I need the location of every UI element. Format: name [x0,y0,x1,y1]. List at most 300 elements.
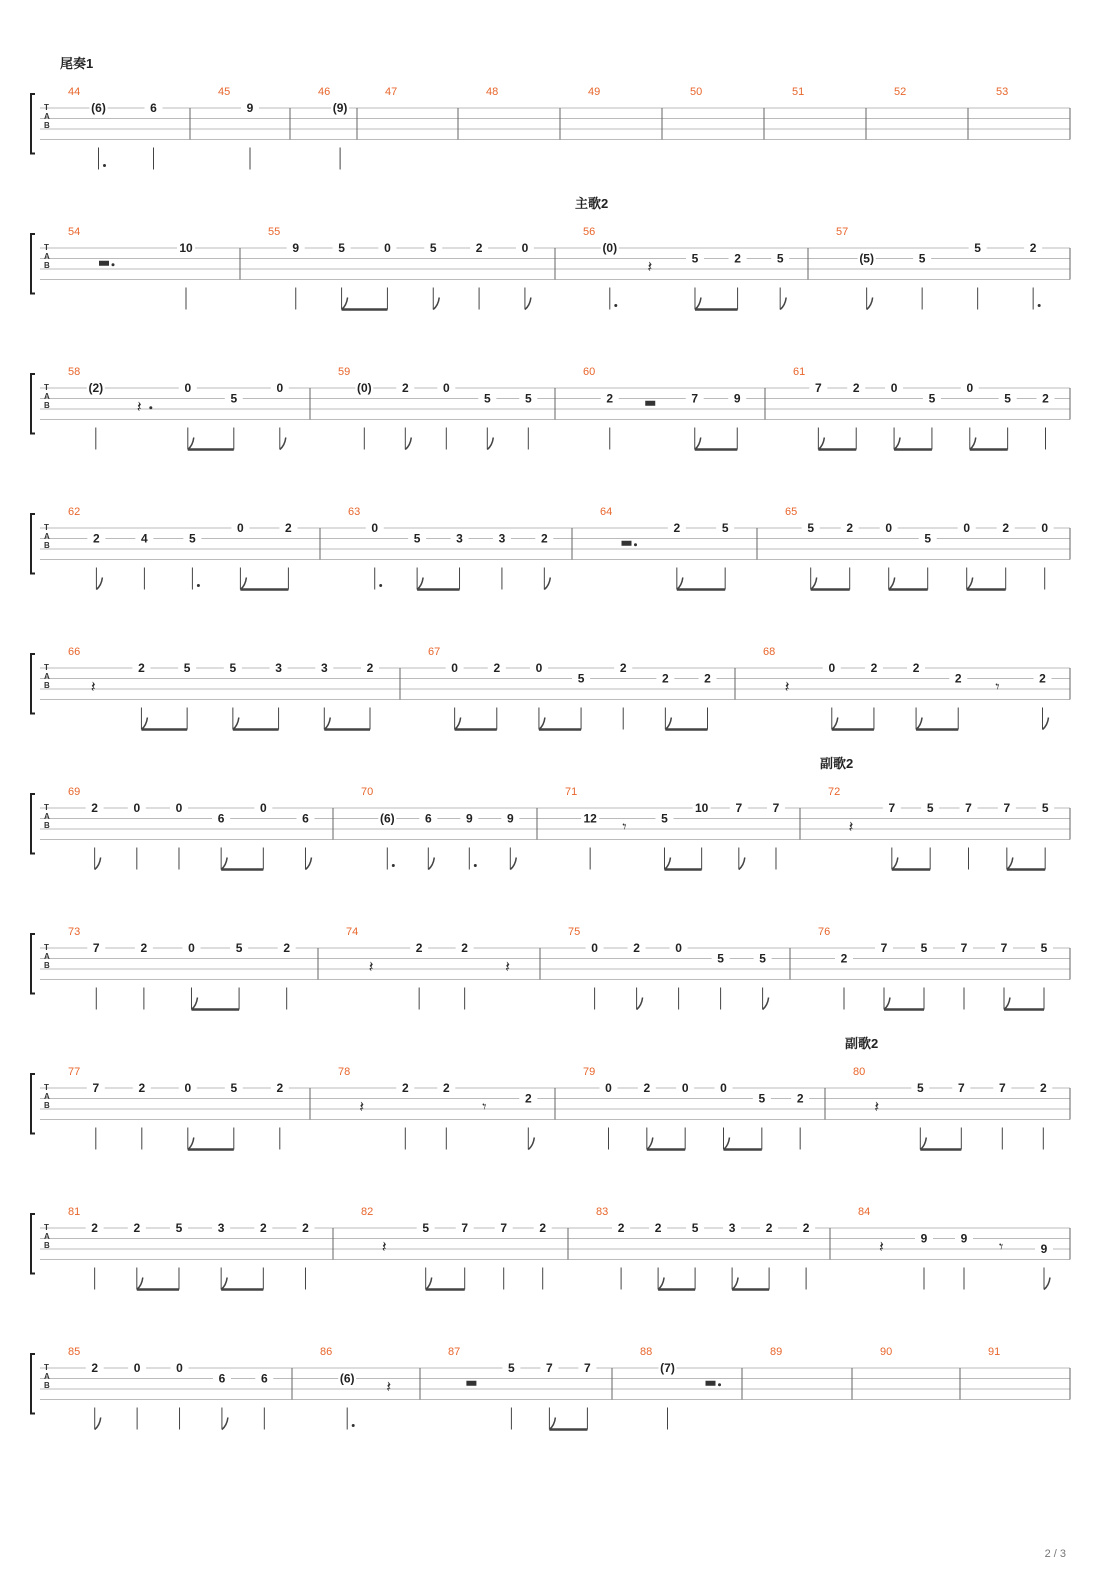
eighth-flag [539,718,545,730]
measure-number: 66 [68,646,81,658]
fret-number: 6 [218,1371,226,1386]
eighth-flag [1004,998,1010,1010]
fret-number: 6 [424,811,432,826]
fret-number: 9 [733,391,741,406]
fret-number: 2 [673,521,681,535]
tab-clef-letter: A [44,1232,50,1241]
fret-number: 2 [140,941,148,955]
fret-number: 7 [92,941,100,955]
fret-number: 5 [928,391,936,406]
fret-number: 0 [188,941,195,955]
fret-number: 7 [965,801,972,815]
system-bracket [31,934,35,994]
dot [718,1383,721,1386]
fret-number: 2 [1039,1081,1047,1095]
tab-clef-letter: A [44,1092,50,1101]
eighth-flag [664,858,670,870]
quarter-rest: 𝄽 [359,1098,365,1116]
fret-number: 6 [150,101,157,115]
eighth-flag [525,298,531,310]
fret-number: 5 [429,241,437,255]
fret-number: 2 [1002,521,1010,535]
tab-clef-letter: B [44,1101,50,1110]
fret-number: 12 [583,811,597,826]
fret-number: 9 [292,241,300,255]
fret-number: 5 [577,671,585,686]
fret-number: 2 [796,1091,804,1106]
eighth-flag [884,998,890,1010]
eighth-rest: 𝄾 [995,678,1000,696]
measure-number: 76 [818,926,831,938]
tab-clef-letter: A [44,112,50,121]
rest-half [645,401,655,406]
system-bracket [31,1354,35,1414]
fret-number: 0 [133,801,141,815]
fret-number: 5 [691,1221,699,1235]
tab-clef-letter: A [44,812,50,821]
fret-number: 2 [643,1081,651,1095]
fret-number: 2 [91,801,98,815]
fret-number: 9 [920,1231,928,1246]
fret-number: 9 [246,101,254,115]
fret-number: 2 [540,531,548,546]
eighth-flag [544,578,550,590]
fret-number: 2 [619,661,627,675]
fret-number: 2 [93,531,100,546]
fret-number: 0 [828,661,836,675]
eighth-flag [191,998,197,1010]
eighth-flag [818,438,824,450]
eighth-flag [137,1278,143,1290]
fret-number: 2 [954,671,962,686]
tab-clef-letter: B [44,401,50,410]
fret-number: 2 [138,1081,146,1095]
measure-number: 80 [853,1066,866,1078]
fret-number: (6) [91,101,106,115]
eighth-flag [894,438,900,450]
system-bracket [31,234,35,294]
fret-number: 0 [890,381,898,395]
eighth-flag [233,718,239,730]
fret-number: 5 [230,1081,238,1095]
fret-number: 7 [584,1361,591,1375]
fret-number: 5 [508,1361,515,1375]
measure-number: 86 [320,1346,333,1358]
eighth-flag [677,578,683,590]
eighth-flag [724,1138,730,1150]
measure-number: 60 [583,366,596,378]
dot [614,304,617,307]
fret-number: 5 [524,391,532,406]
fret-number: 0 [442,381,450,395]
fret-number: (0) [356,381,372,395]
fret-number: 5 [974,241,981,255]
eighth-flag [732,1278,738,1290]
fret-number: 2 [259,1221,267,1235]
fret-number: 2 [401,1081,409,1095]
measure-number: 71 [565,786,578,798]
tab-clef-letter: T [44,383,49,392]
tab-clef-letter: A [44,392,50,401]
fret-number: 9 [960,1231,968,1246]
eighth-flag [967,578,973,590]
fret-number: 0 [184,381,192,395]
dot [149,406,152,409]
fret-number: 3 [217,1221,225,1235]
fret-number: 0 [176,1361,183,1375]
fret-number: 0 [535,661,543,675]
measure-number: 62 [68,506,81,518]
fret-number: 0 [1041,521,1049,535]
fret-number: 2 [704,671,711,686]
fret-number: 7 [888,801,896,815]
fret-number: 5 [918,251,926,266]
quarter-rest: 𝄽 [368,958,374,976]
fret-number: 0 [133,1361,141,1375]
fret-number: 0 [276,381,284,395]
fret-number: 2 [276,1081,284,1095]
fret-number: 2 [442,1081,450,1095]
fret-number: 5 [338,241,345,255]
dot [474,864,477,867]
eighth-flag [240,578,246,590]
measure-number: 90 [880,1346,893,1358]
fret-number: 7 [1000,941,1008,955]
tab-clef-letter: T [44,1363,49,1372]
fret-number: 2 [654,1221,662,1235]
fret-number: 5 [717,951,724,966]
eighth-flag [1007,858,1013,870]
quarter-rest: 𝄽 [874,1098,880,1116]
fret-number: 0 [184,1081,192,1095]
eighth-flag [455,718,461,730]
fret-number: 2 [475,241,483,255]
dot [1038,304,1041,307]
section-label: 副歌2 [820,756,854,771]
system-bracket [31,794,35,854]
fret-number: 3 [275,661,282,675]
eighth-flag [889,578,895,590]
fret-number: (0) [602,241,618,255]
fret-number: 2 [846,521,854,535]
fret-number: 5 [483,391,491,406]
rest-half [99,261,109,266]
fret-number: 2 [415,941,423,955]
fret-number: 5 [758,1091,766,1106]
fret-number: (5) [859,251,874,266]
fret-number: 5 [661,811,668,826]
fret-number: 5 [235,941,243,955]
fret-number: 5 [924,531,932,546]
measure-number: 77 [68,1066,81,1078]
fret-number: 5 [413,531,421,546]
eighth-flag [832,718,838,730]
measure-number: 68 [763,646,776,658]
fret-number: 5 [230,391,238,406]
fret-number: 2 [302,1221,309,1235]
tab-clef-letter: A [44,252,50,261]
eighth-flag [637,998,643,1010]
fret-number: 0 [237,521,244,535]
eighth-flag [141,718,147,730]
fret-number: 5 [926,801,934,815]
fret-number: 2 [539,1221,547,1235]
measure-number: 87 [448,1346,461,1358]
measure-number: 54 [68,226,81,238]
eighth-flag [647,1138,653,1150]
fret-number: 5 [916,1081,924,1095]
fret-number: 2 [138,661,145,675]
fret-number: 2 [734,251,741,266]
eighth-flag [867,298,873,310]
fret-number: 5 [1041,801,1049,815]
fret-number: 3 [456,531,463,546]
measure-number: 52 [894,86,907,98]
system-bracket [31,1074,35,1134]
fret-number: 2 [1039,671,1046,686]
eighth-flag [763,998,769,1010]
measure-number: 47 [385,86,398,98]
eighth-flag [549,1418,555,1430]
eighth-flag [528,1138,534,1150]
measure-number: 82 [361,1206,374,1218]
eighth-flag [96,578,102,590]
fret-number: 5 [1040,941,1048,955]
fret-number: 0 [384,241,391,255]
measure-number: 59 [338,366,351,378]
fret-number: 0 [675,941,682,955]
measure-number: 64 [600,506,613,518]
fret-number: 2 [870,661,878,675]
tab-clef-letter: B [44,1241,50,1250]
fret-number: 10 [179,241,193,255]
dot [112,263,115,266]
quarter-rest: 𝄽 [386,1378,392,1396]
measure-number: 53 [996,86,1009,98]
fret-number: 3 [728,1221,736,1235]
eighth-flag [417,578,423,590]
fret-number: 7 [772,801,780,815]
fret-number: 2 [606,391,614,406]
measure-number: 55 [268,226,281,238]
eighth-flag [221,1278,227,1290]
fret-number: 5 [920,941,928,955]
eighth-flag [970,438,976,450]
fret-number: 0 [371,521,379,535]
eighth-flag [665,718,671,730]
eighth-flag [780,298,786,310]
section-label: 尾奏1 [60,56,94,71]
tab-clef-letter: T [44,243,49,252]
fret-number: 5 [175,1221,183,1235]
rest-half [466,1381,476,1386]
quarter-rest: 𝄽 [381,1238,387,1256]
measure-number: 83 [596,1206,609,1218]
measure-number: 81 [68,1206,81,1218]
fret-number: 0 [175,801,183,815]
eighth-flag [920,1138,926,1150]
dot [634,543,637,546]
eighth-flag [305,858,311,870]
measure-number: 88 [640,1346,653,1358]
measure-number: 75 [568,926,581,938]
tab-clef-letter: B [44,261,50,270]
tab-clef-letter: A [44,1372,50,1381]
quarter-rest: 𝄽 [848,818,854,836]
measure-number: 45 [218,86,231,98]
fret-number: 2 [802,1221,810,1235]
measure-number: 46 [318,86,331,98]
eighth-flag [1043,718,1049,730]
fret-number: 0 [591,941,598,955]
rest-half [622,541,632,546]
measure-number: 73 [68,926,81,938]
fret-number: 2 [1029,241,1037,255]
eighth-flag [188,1138,194,1150]
eighth-flag [695,298,701,310]
fret-number: 0 [966,381,974,395]
fret-number: 2 [133,1221,141,1235]
measure-number: 56 [583,226,596,238]
fret-number: 2 [366,661,374,675]
fret-number: 5 [422,1221,430,1235]
quarter-rest: 𝄽 [647,258,653,276]
tab-clef-letter: A [44,672,50,681]
tab-clef-letter: T [44,1083,49,1092]
measure-number: 72 [828,786,841,798]
section-label: 主歌2 [575,196,609,211]
tab-clef-letter: B [44,121,50,130]
tab-clef-letter: B [44,541,50,550]
measure-number: 79 [583,1066,596,1078]
eighth-flag [695,438,701,450]
fret-number: 7 [815,381,822,395]
fret-number: 7 [735,801,743,815]
fret-number: 7 [998,1081,1006,1095]
fret-number: 6 [217,811,225,826]
fret-number: 7 [461,1221,469,1235]
fret-number: 7 [691,391,699,406]
eighth-flag [433,298,439,310]
fret-number: 6 [302,811,309,826]
fret-number: 5 [807,521,815,535]
eighth-flag [1044,1278,1050,1290]
measure-number: 70 [361,786,374,798]
measure-number: 69 [68,786,81,798]
fret-number: 5 [189,531,196,546]
fret-number: 7 [500,1221,508,1235]
fret-number: 0 [885,521,893,535]
measure-number: 89 [770,1346,783,1358]
rest-half [706,1381,716,1386]
eighth-flag [405,438,411,450]
dot [352,1424,355,1427]
tab-clef-letter: T [44,523,49,532]
measure-number: 61 [793,366,806,378]
fret-number: 2 [765,1221,773,1235]
tab-clef-letter: T [44,663,49,672]
eighth-flag [916,718,922,730]
fret-number: 2 [662,671,669,686]
fret-number: 0 [259,801,267,815]
eighth-flag [658,1278,664,1290]
eighth-flag [510,858,516,870]
fret-number: (9) [332,101,348,115]
system-bracket [31,654,35,714]
fret-number: 2 [283,941,291,955]
fret-number: (7) [660,1361,675,1375]
tab-clef-letter: B [44,821,50,830]
fret-number: 0 [521,241,529,255]
fret-number: 0 [451,661,458,675]
fret-number: 0 [963,521,971,535]
fret-number: 2 [1042,391,1049,406]
dot [392,864,395,867]
fret-number: 4 [141,531,148,546]
fret-number: 9 [506,811,514,826]
fret-number: 2 [461,941,468,955]
quarter-rest: 𝄽 [505,958,511,976]
measure-number: 57 [836,226,849,238]
fret-number: 6 [260,1371,268,1386]
eighth-flag [222,1418,228,1430]
fret-number: 2 [285,521,292,535]
tab-clef-letter: B [44,1381,50,1390]
eighth-rest: 𝄾 [999,1238,1004,1256]
measure-number: 65 [785,506,798,518]
fret-number: 3 [498,531,506,546]
fret-number: 2 [617,1221,625,1235]
eighth-flag [426,1278,432,1290]
eighth-flag [95,858,101,870]
measure-number: 44 [68,86,81,98]
system-bracket [31,514,35,574]
system-bracket [31,94,35,154]
measure-number: 74 [346,926,359,938]
eighth-flag [280,438,286,450]
section-label: 副歌2 [845,1036,879,1051]
eighth-flag [342,298,348,310]
fret-number: 5 [776,251,784,266]
fret-number: 2 [524,1091,532,1106]
system-bracket [31,1214,35,1274]
page-number: 2 / 3 [1044,1548,1066,1560]
fret-number: 0 [720,1081,727,1095]
fret-number: 2 [91,1221,98,1235]
measure-number: 58 [68,366,81,378]
eighth-flag [95,1418,101,1430]
fret-number: 5 [759,951,766,966]
measure-number: 91 [988,1346,1001,1358]
measure-number: 63 [348,506,361,518]
measure-number: 84 [858,1206,871,1218]
dot [197,584,200,587]
fret-number: 0 [681,1081,689,1095]
measure-number: 78 [338,1066,351,1078]
tab-clef-letter: T [44,943,49,952]
fret-number: 7 [1003,801,1011,815]
eighth-flag [428,858,434,870]
fret-number: 9 [465,811,473,826]
tab-clef-letter: T [44,1223,49,1232]
measure-number: 50 [690,86,703,98]
fret-number: 0 [605,1081,612,1095]
measure-number: 85 [68,1346,81,1358]
eighth-rest: 𝄾 [622,818,627,836]
eighth-rest: 𝄾 [482,1098,487,1116]
quarter-rest: 𝄽 [784,678,790,696]
fret-number: 2 [91,1361,99,1375]
